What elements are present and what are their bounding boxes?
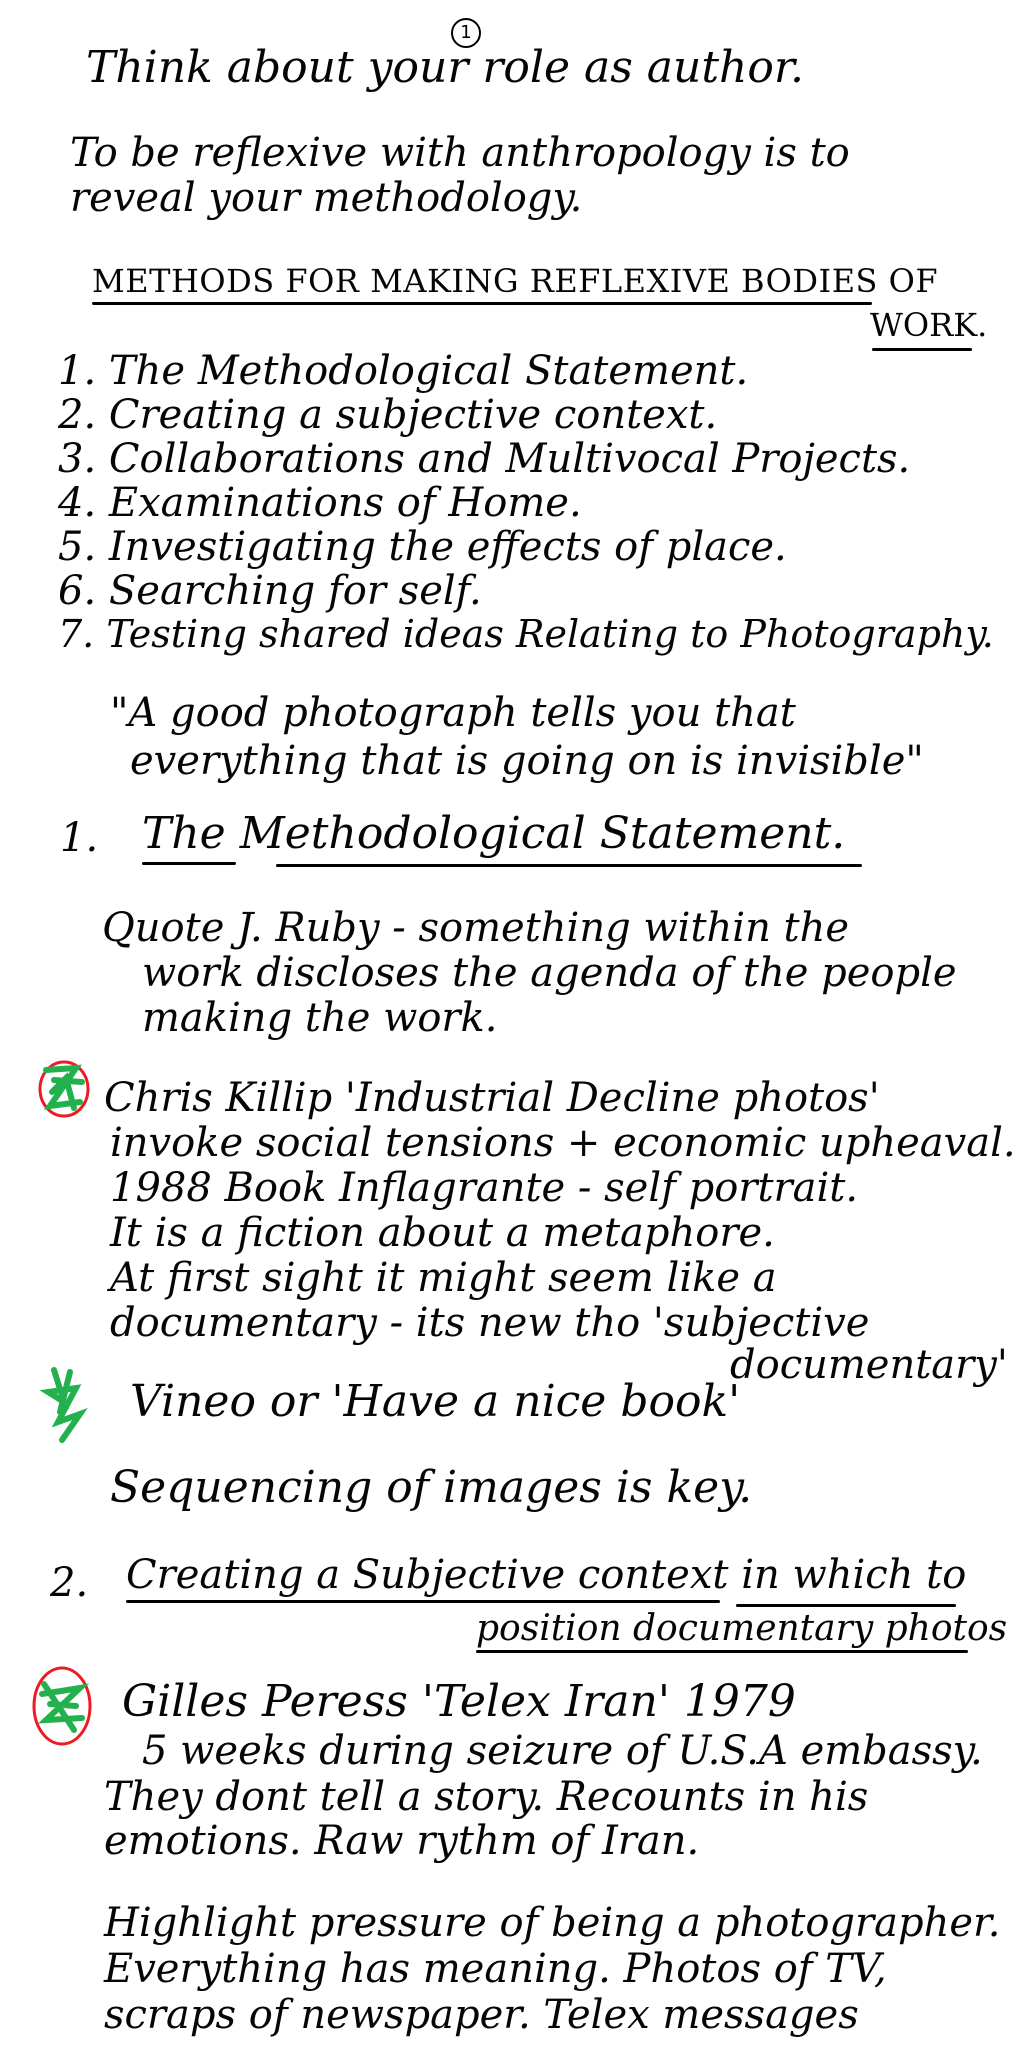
method-item-7: 7. Testing shared ideas Relating to Photography. (58, 612, 994, 656)
section-1-underline-b (276, 864, 862, 867)
pressure-line-3: scraps of newspaper. Telex messages (104, 1992, 859, 2038)
green-scribble-circled-red-icon (36, 1058, 94, 1120)
method-item-4: 4. Examinations of Home. (58, 480, 582, 526)
section-2-underline-c (476, 1650, 968, 1653)
ruby-line-2: work discloses the agenda of the people (142, 950, 957, 996)
section-1-title: The Methodological Statement. (142, 808, 846, 859)
method-item-2: 2. Creating a subjective context. (58, 392, 718, 438)
killip-line-2: invoke social tensions + economic upheaval. (110, 1120, 1016, 1166)
section-2-title-line-1: Creating a Subjective context in which to (126, 1552, 967, 1598)
killip-line-3: 1988 Book Inflagrante - self portrait. (110, 1165, 859, 1211)
methods-heading-line-2: WORK. (870, 306, 988, 344)
peress-line-3: They dont tell a story. Recounts in his (104, 1774, 869, 1820)
page-number: 1 (451, 18, 481, 48)
vineo-line: Vineo or 'Have a nice book' (130, 1376, 741, 1427)
methods-heading-line-1: METHODS FOR MAKING REFLEXIVE BODIES OF (92, 262, 939, 300)
section-2-underline-a (126, 1600, 720, 1603)
section-2-number: 2. (50, 1560, 89, 1606)
pressure-line-1: Highlight pressure of being a photographer. (104, 1900, 1001, 1946)
sequencing-line: Sequencing of images is key. (110, 1462, 753, 1513)
intro-line-1: Think about your role as author. (86, 42, 805, 93)
peress-line-2: 5 weeks during seizure of U.S.A embassy. (142, 1728, 983, 1774)
killip-line-1: Chris Killip 'Industrial Decline photos' (104, 1075, 880, 1121)
killip-line-4: It is a fiction about a metaphore. (110, 1210, 775, 1256)
method-item-3: 3. Collaborations and Multivocal Projects. (58, 436, 911, 482)
quote-line-1: "A good photograph tells you that (110, 690, 796, 736)
ruby-line-1: Quote J. Ruby - something within the (102, 905, 850, 951)
peress-line-1: Gilles Peress 'Telex Iran' 1979 (122, 1676, 796, 1727)
ruby-line-3: making the work. (142, 995, 498, 1041)
killip-line-6: documentary - its new tho 'subjective (110, 1300, 870, 1346)
killip-line-5: At first sight it might seem like a (110, 1255, 777, 1301)
method-item-5: 5. Investigating the effects of place. (58, 524, 787, 570)
heading-underline-2 (872, 348, 972, 351)
section-1-number: 1. (60, 815, 99, 861)
green-scribble-icon (40, 1362, 90, 1446)
quote-line-2: everything that is going on is invisible" (130, 738, 924, 784)
section-2-underline-b (736, 1604, 956, 1607)
intro-line-3: reveal your methodology. (70, 175, 583, 221)
section-2-title-line-2: position documentary photos (476, 1608, 1008, 1649)
heading-underline (92, 302, 872, 305)
peress-line-4: emotions. Raw rythm of Iran. (104, 1818, 700, 1864)
green-scribble-circled-red-icon (30, 1664, 94, 1748)
method-item-6: 6. Searching for self. (58, 568, 482, 614)
method-item-1: 1. The Methodological Statement. (58, 348, 749, 394)
intro-line-2: To be reflexive with anthropology is to (70, 130, 850, 176)
killip-line-7: documentary' (730, 1342, 1008, 1388)
section-1-underline-a (142, 862, 236, 865)
pressure-line-2: Everything has meaning. Photos of TV, (104, 1946, 887, 1992)
